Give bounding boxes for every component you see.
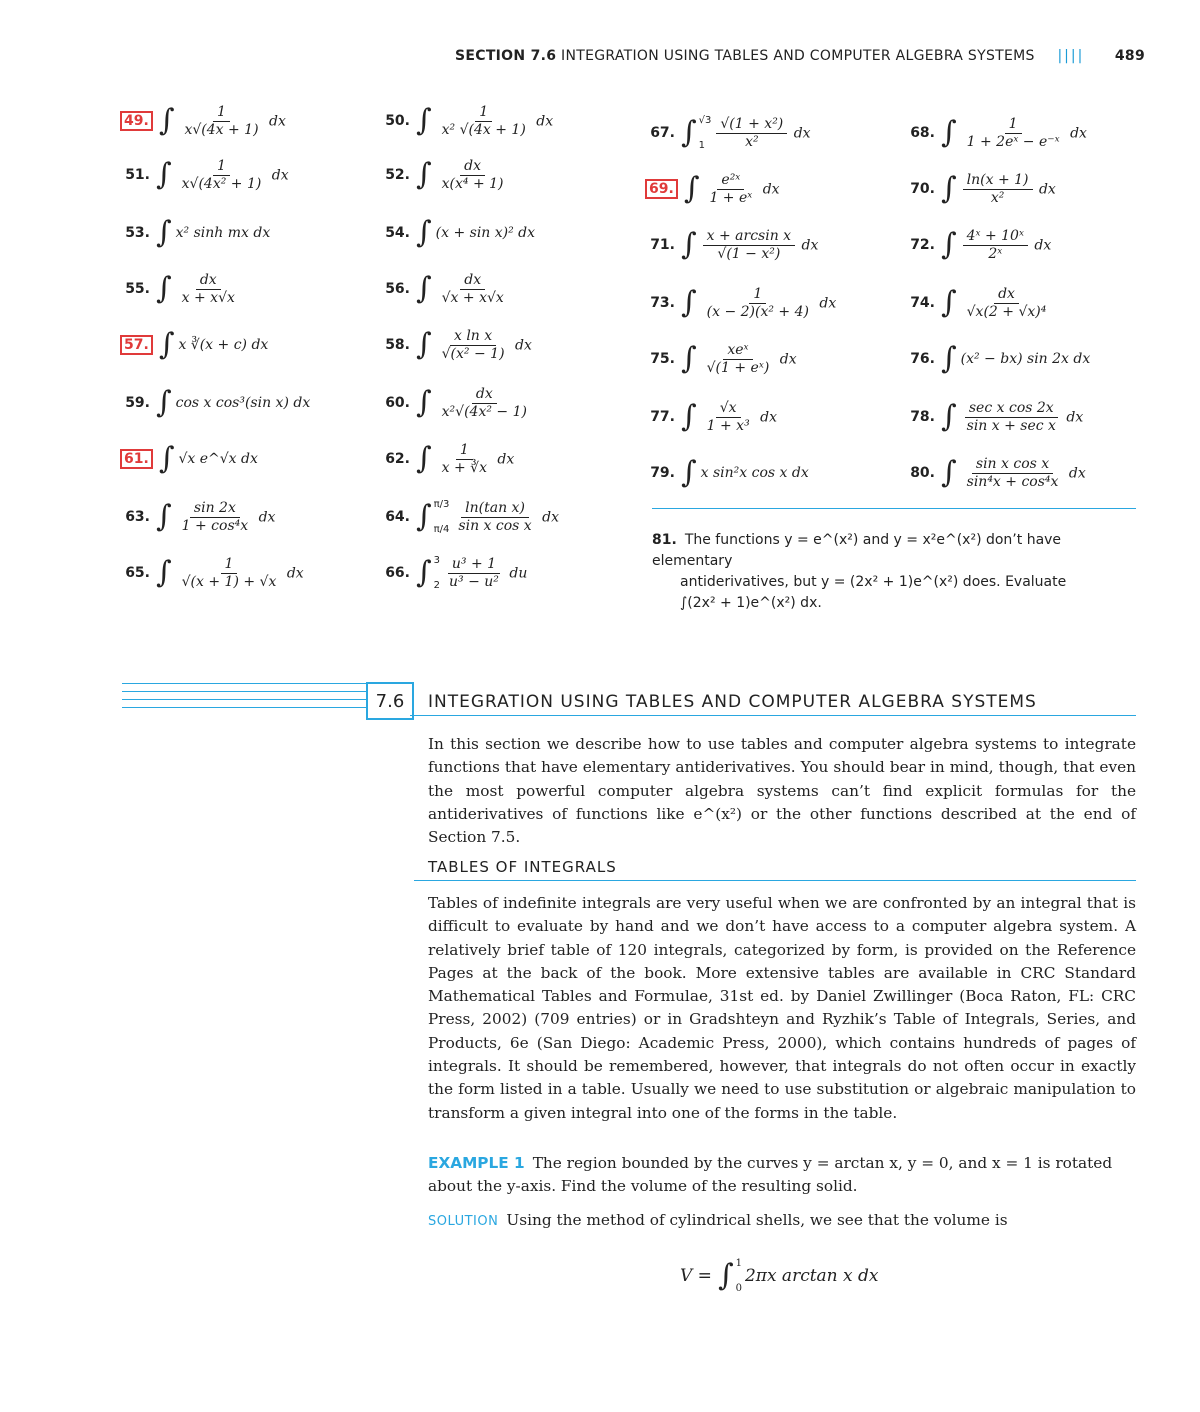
integrand — [436, 442, 515, 477]
subheading-rule — [414, 880, 1136, 881]
integral-limits — [699, 115, 712, 151]
ex81-line1: The functions y = e^(x²) and y = x²e^(x²) don’t have elementary — [652, 532, 1062, 569]
fraction — [454, 500, 535, 535]
exercise-item — [120, 98, 286, 144]
fraction — [963, 400, 1060, 435]
numerator: x + arcsin x — [703, 228, 795, 246]
numerator: dx — [460, 272, 485, 290]
differential: du — [504, 565, 528, 581]
numerator: 1 — [456, 442, 473, 460]
exercise-number: 71. — [650, 237, 675, 253]
exercise-item — [645, 166, 780, 212]
integrand — [961, 456, 1086, 491]
upper-limit: 1 — [735, 1258, 742, 1269]
fraction — [703, 342, 774, 377]
integrand — [436, 386, 533, 421]
numerator: dx — [994, 286, 1019, 304]
solution-text: Using the method of cylindrical shells, we see that the volume is — [506, 1211, 1008, 1229]
exercise-item — [905, 222, 1051, 268]
integrand — [703, 172, 779, 207]
differential: dx — [758, 181, 780, 197]
integrand — [452, 500, 559, 535]
denominator: x + x√x — [181, 289, 235, 306]
differential: dx — [755, 409, 777, 425]
subheading-tables: TABLES OF INTEGRALS — [428, 858, 617, 876]
exercise-number-highlighted: 57. — [120, 335, 153, 355]
exercise-item — [905, 394, 1083, 440]
integral-sign: ∫ — [158, 327, 175, 362]
numerator: dx — [196, 272, 221, 290]
numerator: u³ + 1 — [448, 556, 500, 574]
exercise-item — [380, 152, 510, 198]
differential: dx — [1061, 409, 1084, 425]
fraction — [963, 116, 1064, 151]
fraction — [445, 556, 503, 591]
fraction — [438, 272, 508, 307]
exercise-number: 54. — [385, 225, 410, 241]
integrand — [178, 104, 285, 139]
integrand — [701, 400, 777, 435]
upper-limit: π/3 — [433, 499, 450, 510]
exercise-number: 63. — [125, 509, 150, 525]
integral-sign: ∫ — [158, 103, 175, 138]
numerator: √(1 + x²) — [716, 116, 787, 134]
integral-sign: ∫ — [158, 441, 175, 476]
denominator: (x − 2)(x² + 4) — [706, 303, 809, 320]
exercise-81 — [652, 530, 1132, 614]
denominator: 2ˣ — [988, 245, 1003, 262]
exercise-number: 79. — [650, 465, 675, 481]
integral-sign: ∫ — [941, 399, 957, 434]
tables-paragraph: Tables of indefinite integrals are very useful when we are confronted by an integral that is difficult to evaluate by hand and we don’t have access to a computer algebra system. A relatively brief table of 120 integrals, categorized by form, is provided on the Reference Pages at the back of the book. More extensive tables are available in CRC Standard Mathematical Tables and Formulae, 31st ed. by Daniel Zwillinger (Boca Raton, FL: CRC Press, 2002) (709 entries) or in Gradshteyn and Ryzhik’s Table of Integrals, Series, and Products, 6e (San Diego: Academic Press, 2000), which contains hundreds of pages of integrals. It should be remembered, however, that integrals do not often occur in exactly the form listed in a table. Usually we need to use substitution or algebraic manipulation to transform a given integral into one of the forms in the table. — [428, 894, 1136, 1122]
exercise-number: 81. — [652, 532, 677, 548]
fraction — [178, 158, 266, 193]
exercise-number: 68. — [910, 125, 935, 141]
running-header — [455, 48, 1145, 64]
section-title-rule — [410, 715, 1136, 716]
integrand — [701, 286, 837, 321]
exercise-number: 59. — [125, 395, 150, 411]
integrand: x² sinh mx dx — [175, 225, 271, 241]
fraction — [703, 400, 754, 435]
numerator: dx — [472, 386, 497, 404]
fraction — [180, 104, 262, 139]
integral-sign: ∫ — [416, 499, 432, 534]
integrand — [176, 556, 304, 591]
fraction — [963, 228, 1028, 263]
exercise-item — [380, 550, 527, 596]
integral-sign: ∫ — [941, 455, 957, 490]
denominator: sin x cos x — [458, 517, 532, 534]
numerator: xeˣ — [723, 342, 752, 360]
fraction — [703, 286, 813, 321]
exercise-number: 78. — [910, 409, 935, 425]
numerator: ln(tan x) — [461, 500, 529, 518]
fraction — [178, 272, 239, 307]
integrand: √x e^√x dx — [178, 451, 258, 467]
exercise-number: 52. — [385, 167, 410, 183]
denominator: 1 + 2eˣ − e⁻ˣ — [966, 133, 1060, 150]
denominator: x + ∛x — [441, 459, 487, 476]
integrand — [436, 158, 510, 193]
header-bars: |||| — [1057, 48, 1085, 64]
exercise-item — [905, 280, 1052, 326]
numerator: 4ˣ + 10ˣ — [963, 228, 1028, 246]
integrand: x sin²x cos x dx — [700, 465, 809, 481]
exercise-divider — [652, 508, 1136, 509]
exercise-item — [380, 266, 510, 312]
exercise-number: 77. — [650, 409, 675, 425]
exercise-number: 53. — [125, 225, 150, 241]
integral-sign: ∫ — [941, 227, 957, 262]
numerator: 1 — [1005, 116, 1022, 134]
differential: dx — [531, 113, 554, 129]
intro-paragraph: In this section we describe how to use tables and computer algebra systems to integrate functions that have elementary antiderivatives. You should bear in mind, though, that even the most powerful computer algebra systems can’t find explicit formulas for the antiderivatives of functions like e^(x²) or the other functions described at the end of Section 7.5. — [428, 735, 1136, 847]
exercise-number: 73. — [650, 295, 675, 311]
integrand — [701, 228, 819, 263]
differential: dx — [1029, 237, 1052, 253]
exercise-number: 51. — [125, 167, 150, 183]
volume-lhs: V = — [680, 1266, 712, 1286]
integral-sign: ∫ — [683, 171, 700, 206]
differential: dx — [267, 167, 289, 183]
integrand — [176, 272, 241, 307]
exercise-item — [905, 110, 1087, 156]
exercise-number: 56. — [385, 281, 410, 297]
example-1 — [428, 1152, 1136, 1199]
numerator: sin 2x — [190, 500, 240, 518]
ex81-line2: antiderivatives, but y = (2x² + 1)e^(x²) does. Evaluate — [680, 574, 1067, 590]
exercise-item — [120, 210, 270, 256]
integral-limits — [434, 499, 450, 535]
differential: dx — [814, 295, 837, 311]
exercise-item — [120, 266, 241, 312]
numerator: √x — [716, 400, 741, 418]
numerator: 1 — [213, 104, 230, 122]
exercise-number: 58. — [385, 337, 410, 353]
denominator: x(x⁴ + 1) — [441, 175, 504, 192]
differential: dx — [1065, 125, 1087, 141]
differential: dx — [510, 337, 532, 353]
denominator: sin x + sec x — [966, 417, 1056, 434]
integrand — [443, 556, 527, 591]
exercise-item — [380, 210, 535, 256]
numerator: 1 — [749, 286, 766, 304]
exercise-item — [645, 110, 811, 156]
denominator: x² — [745, 133, 759, 150]
exercise-item — [905, 450, 1086, 496]
fraction — [703, 228, 795, 263]
differential: dx — [282, 565, 304, 581]
integral-sign: ∫ — [156, 215, 172, 250]
exercise-item — [905, 166, 1056, 212]
exercise-number: 55. — [125, 281, 150, 297]
exercise-number-highlighted: 61. — [120, 449, 153, 469]
denominator: x²√(4x² − 1) — [441, 403, 527, 420]
exercise-number: 65. — [125, 565, 150, 581]
exercise-item — [380, 98, 553, 144]
integral-sign: ∫ — [156, 157, 172, 192]
exercise-item — [120, 380, 310, 426]
integrand: cos x cos³(sin x) dx — [175, 395, 311, 411]
numerator: 1 — [475, 104, 492, 122]
integrand — [436, 328, 532, 363]
exercise-number-highlighted: 49. — [120, 111, 153, 131]
exercise-number: 50. — [385, 113, 410, 129]
integrand — [176, 158, 289, 193]
exercise-item — [120, 152, 289, 198]
denominator: √(x + 1) + √x — [181, 573, 277, 590]
integral-sign: ∫ — [681, 341, 697, 376]
integral-limits — [434, 555, 440, 591]
exercise-number: 60. — [385, 395, 410, 411]
fraction — [963, 172, 1033, 207]
denominator: x² √(4x + 1) — [441, 121, 526, 138]
differential: dx — [775, 351, 797, 367]
integral-sign: ∫ — [416, 271, 432, 306]
exercise-item — [645, 450, 809, 496]
exercise-item — [120, 436, 258, 482]
denominator: √x + x√x — [441, 289, 504, 306]
volume-integrand: 2πx arctan x dx — [744, 1266, 879, 1286]
integral-limits — [736, 1258, 742, 1294]
integrand — [961, 228, 1052, 263]
integral-sign: ∫ — [156, 499, 172, 534]
example-text: The region bounded by the curves y = arctan x, y = 0, and x = 1 is rotated about the y-axis. Find the volume of the resulting solid. — [428, 1154, 1113, 1196]
section-number: 7.6 — [375, 690, 405, 712]
integral-sign: ∫ — [717, 1258, 734, 1293]
integrand — [961, 400, 1084, 435]
exercise-number: 72. — [910, 237, 935, 253]
exercise-item — [380, 380, 533, 426]
integral-sign: ∫ — [416, 327, 432, 362]
denominator: √(1 − x²) — [717, 245, 781, 262]
denominator: 1 + eˣ — [709, 189, 753, 206]
integral-sign: ∫ — [941, 171, 957, 206]
exercise-number-highlighted: 69. — [645, 179, 678, 199]
section-header-title: INTEGRATION USING TABLES AND COMPUTER ALGEBRA SYSTEMS — [561, 48, 1035, 64]
exercise-number: 74. — [910, 295, 935, 311]
differential: dx — [264, 113, 286, 129]
exercise-number: 64. — [385, 509, 410, 525]
upper-limit: √3 — [698, 115, 712, 126]
lower-limit: π/4 — [433, 524, 450, 535]
numerator: sin x cos x — [972, 456, 1053, 474]
lower-limit: 1 — [698, 140, 706, 151]
exercise-item — [120, 550, 304, 596]
exercise-number: 67. — [650, 125, 675, 141]
fraction — [963, 286, 1051, 321]
integral-sign: ∫ — [416, 441, 432, 476]
integral-sign: ∫ — [941, 341, 957, 376]
integral-sign: ∫ — [156, 555, 172, 590]
differential: dx — [1064, 465, 1086, 481]
integrand — [714, 116, 810, 151]
ex81-line3: ∫(2x² + 1)e^(x²) dx. — [680, 595, 822, 611]
exercise-item — [120, 494, 275, 540]
exercise-item — [645, 394, 777, 440]
exercise-number: 66. — [385, 565, 410, 581]
denominator: x√(4x² + 1) — [181, 175, 262, 192]
denominator: sin⁴x + cos⁴x — [966, 473, 1059, 490]
fraction — [438, 158, 508, 193]
page-number: 489 — [1114, 48, 1145, 64]
exercise-number: 80. — [910, 465, 935, 481]
exercise-number: 70. — [910, 181, 935, 197]
denominator: 1 + x³ — [706, 417, 750, 434]
exercise-number: 62. — [385, 451, 410, 467]
integrand: (x² − bx) sin 2x dx — [960, 351, 1091, 367]
denominator: x² — [990, 189, 1005, 206]
volume-formula — [680, 1258, 879, 1294]
exercise-item — [380, 436, 514, 482]
denominator: √x(2 + √x)⁴ — [966, 303, 1047, 320]
fraction — [963, 456, 1063, 491]
fraction — [438, 328, 509, 363]
section-title: INTEGRATION USING TABLES AND COMPUTER ALGEBRA SYSTEMS — [428, 692, 1037, 712]
exercise-item — [380, 322, 532, 368]
fraction — [438, 442, 491, 477]
differential: dx — [254, 509, 276, 525]
numerator: 1 — [221, 556, 238, 574]
integral-sign: ∫ — [941, 285, 957, 320]
differential: dx — [492, 451, 515, 467]
differential: dx — [537, 509, 559, 525]
differential: dx — [1034, 181, 1056, 197]
lower-limit: 2 — [433, 580, 441, 591]
integrand — [436, 104, 553, 139]
integral-sign: ∫ — [681, 285, 697, 320]
solution — [428, 1211, 1008, 1229]
exercise-number: 76. — [910, 351, 935, 367]
numerator: sec x cos 2x — [965, 400, 1058, 418]
fraction — [178, 556, 281, 591]
integrand — [961, 116, 1087, 151]
fraction — [705, 172, 756, 207]
integral-sign: ∫ — [156, 271, 172, 306]
integrand — [436, 272, 510, 307]
fraction — [178, 500, 253, 535]
exercise-item — [645, 222, 818, 268]
integral-sign: ∫ — [941, 115, 957, 150]
integral-sign: ∫ — [681, 227, 697, 262]
integral-sign: ∫ — [681, 115, 697, 150]
integral-sign: ∫ — [416, 157, 432, 192]
differential: dx — [797, 237, 819, 253]
denominator: u³ − u² — [449, 573, 499, 590]
integrand — [961, 286, 1053, 321]
integral-sign: ∫ — [156, 385, 172, 420]
exercise-item — [905, 336, 1090, 382]
solution-label: SOLUTION — [428, 1214, 499, 1229]
section-label: SECTION 7.6 — [455, 48, 557, 64]
numerator: 1 — [213, 158, 230, 176]
fraction — [438, 104, 530, 139]
numerator: dx — [460, 158, 485, 176]
exercise-item — [120, 322, 268, 368]
integrand: (x + sin x)² dx — [435, 225, 536, 241]
integrand — [701, 342, 797, 377]
denominator: √(1 + eˣ) — [706, 359, 770, 376]
integral-sign: ∫ — [681, 399, 697, 434]
numerator: ln(x + 1) — [963, 172, 1033, 190]
banner-lines — [122, 683, 367, 715]
integrand — [961, 172, 1056, 207]
integral-sign: ∫ — [681, 455, 697, 490]
numerator: e²ˣ — [717, 172, 744, 190]
exercise-number: 75. — [650, 351, 675, 367]
fraction — [716, 116, 787, 151]
integral-sign: ∫ — [416, 385, 432, 420]
denominator: √(x² − 1) — [441, 345, 505, 362]
exercise-item — [645, 336, 797, 382]
denominator: 1 + cos⁴x — [181, 517, 249, 534]
denominator: x√(4x + 1) — [184, 121, 259, 138]
integrand: x ∛(x + c) dx — [178, 337, 269, 353]
exercise-item — [380, 494, 559, 540]
section-number-box — [366, 682, 414, 720]
numerator: x ln x — [450, 328, 496, 346]
integral-sign: ∫ — [416, 555, 432, 590]
example-label: EXAMPLE 1 — [428, 1154, 525, 1172]
integrand — [176, 500, 276, 535]
fraction — [438, 386, 531, 421]
integral-sign: ∫ — [416, 103, 432, 138]
integral-sign: ∫ — [416, 215, 432, 250]
lower-limit: 0 — [735, 1283, 742, 1294]
exercise-item — [645, 280, 836, 326]
differential: dx — [789, 125, 811, 141]
upper-limit: 3 — [433, 555, 441, 566]
